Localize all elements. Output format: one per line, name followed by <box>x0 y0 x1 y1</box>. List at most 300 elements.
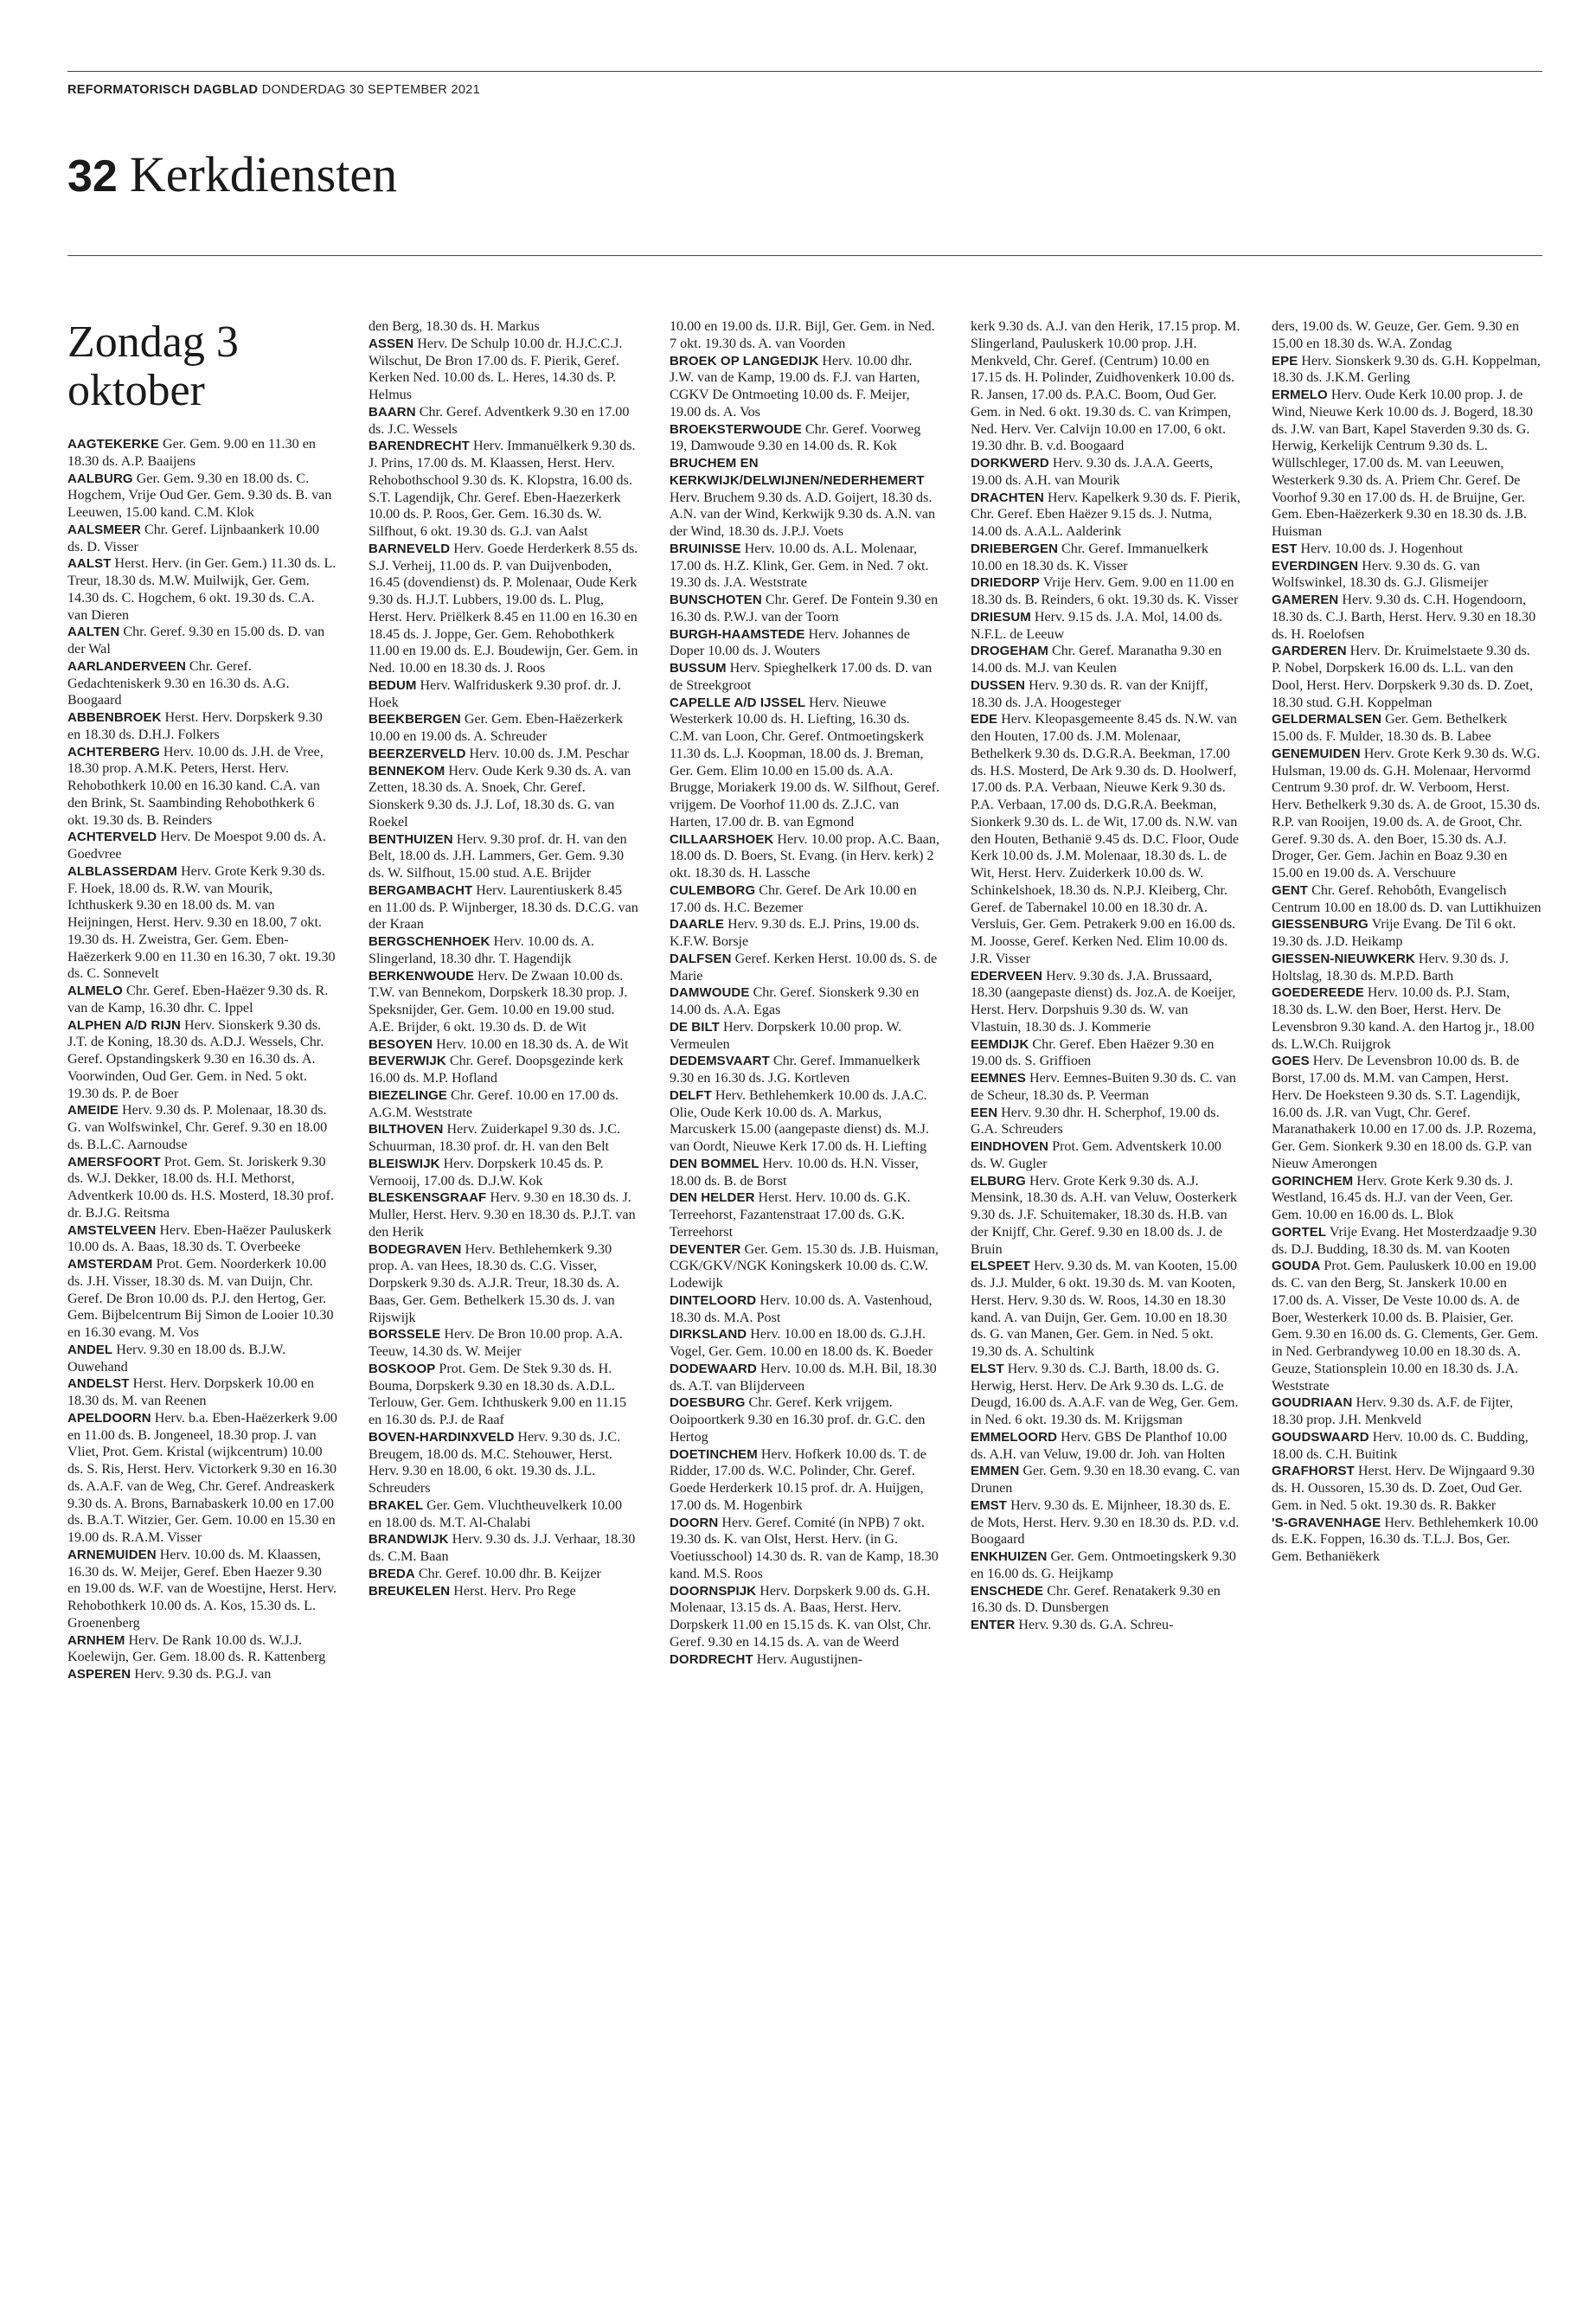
place-name: EEN <box>971 1105 998 1120</box>
service-entry <box>369 1189 638 1240</box>
place-name: CAPELLE A/D IJSSEL <box>670 695 806 710</box>
service-details: Herv. Bethlehemkerk 10.00 ds. E.K. Foppen, 16.30 ds. T.L.J. Bos, Ger. Gem. Bethaniëkerk <box>1272 1515 1539 1564</box>
place-name: AALST <box>67 556 112 572</box>
service-entry <box>971 1548 1240 1583</box>
place-name: BRUINISSE <box>670 541 741 556</box>
service-details: Herv. De Rank 10.00 ds. W.J.J. Koelewijn, Ger. Gem. 18.00 ds. R. Kattenberg <box>67 1632 326 1665</box>
place-name: DEVENTER <box>670 1241 741 1257</box>
service-entry <box>369 933 638 968</box>
service-details: Herv. 10.00 ds. P.J. Stam, 18.30 ds. L.W. den Boer, Herst. Herv. De Levensbron 9.30 kand. A. den Hartog jr., 18.00 ds. L.W.Ch. Ruijgrok <box>1272 985 1535 1052</box>
newspaper-name: REFORMATORISCH DAGBLAD <box>67 83 259 97</box>
place-name: ASPEREN <box>67 1667 131 1682</box>
service-details: Prot. Gem. St. Joriskerk 9.30 ds. W.J. Dekker, 18.00 ds. H.I. Methorst, Adventkerk 10.00 ds. H.S. Mosterd, 18.30 prof. dr. B.J.G. Reitsma <box>67 1154 334 1221</box>
place-name: GOUDRIAAN <box>1272 1395 1353 1411</box>
place-name: APELDOORN <box>67 1410 151 1426</box>
place-name: GIESSENBURG <box>1272 917 1368 933</box>
service-entry <box>369 1429 638 1497</box>
service-details: Herv. Oude Kerk 9.30 ds. A. van Zetten, 18.30 ds. A. Snoek, Chr. Geref. Sionskerk 9.30 ds. J.J. Lof, 18.30 ds. G. van Roekel <box>369 763 631 830</box>
place-name: BRANDWIJK <box>369 1532 449 1548</box>
service-details: kerk 9.30 ds. A.J. van den Herik, 17.15 prop. M. Slingerland, Pauluskerk 10.00 prop. J.H. Menkveld, Chr. Geref. (Centrum) 10.00 en 17.15 ds. H. Polinder, Zuidhovenkerk 10.00 ds. R. Jansen, 17.00 ds. P.A.C. Boom, Oud Ger. Gem. in Ned. 6 okt. 19.30 ds. C. van Krimpen, Ned. Herv. Ver. Calvijn 10.00 en 17.00, 6 okt. 19.30 dhr. B. v.d. Boogaard <box>971 319 1240 454</box>
newspaper-page <box>67 0 1542 2301</box>
service-details: Herv. 9.30 ds. R. van der Knijff, 18.30 ds. J.A. Hoogesteger <box>971 677 1208 710</box>
service-entry <box>67 1154 337 1222</box>
service-details: Herv. Oude Kerk 10.00 prop. J. de Wind, Nieuwe Kerk 10.00 ds. J. Bogerd, 18.30 ds. J.W. van Bart, Kapel Staverden 9.30 ds. G. Herwig, Kerkelijk Centrum 9.30 ds. L. Wüllschleger, 17.00 ds. M. van Leeuwen, Westerkerk 9.30 ds. A. Priem Chr. Geref. De Voorhof 9.30 en 17.00 ds. H. de Bruijne, Ger. Gem. Eben-Haëzerkerk 9.30 en 18.30 ds. J.B. Huisman <box>1272 388 1533 539</box>
service-entry <box>670 1326 939 1361</box>
service-details: Herv. De Zwaan 10.00 ds. T.W. van Bennekom, Dorpskerk 18.30 prop. J. Speksnijder, Ger. Gem. 10.00 en 19.00 stud. A.E. Brijder, 6 okt. 19.30 ds. D. de Wit <box>369 968 628 1035</box>
place-name: ACHTERVELD <box>67 830 157 845</box>
service-details: Ger. Gem. Bethelkerk 15.00 ds. F. Mulder, 18.30 ds. B. Labee <box>1272 712 1508 744</box>
service-details: Herv. 10.00 ds. M. Klaassen, 16.30 ds. W. Meijer, Geref. Eben Haezer 9.30 en 19.00 ds. W.F. van de Woestijne, Herst. Herv. Rehobothkerk 10.00 ds. A. Kos, 15.30 ds. L. Groenenberg <box>67 1547 337 1631</box>
place-name: GOUDSWAARD <box>1272 1429 1369 1445</box>
service-entry <box>971 1429 1240 1464</box>
service-details: Ger. Gem. 15.30 ds. J.B. Huisman, CGK/GKV/NGK Koningskerk 10.00 ds. C.W. Lodewijk <box>670 1241 939 1291</box>
place-name: EINDHOVEN <box>971 1139 1049 1154</box>
place-name: DUSSEN <box>971 677 1026 693</box>
service-entry <box>670 1446 939 1515</box>
service-entry <box>1272 1394 1542 1429</box>
service-entry <box>369 404 638 439</box>
service-entry <box>971 1105 1240 1139</box>
service-entry <box>67 1666 337 1683</box>
service-details: 10.00 en 19.00 ds. IJ.R. Bijl, Ger. Gem. in Ned. 7 okt. 19.30 ds. A. van Voorden <box>670 319 935 351</box>
place-name: BARENDRECHT <box>369 439 470 454</box>
service-details: Herv. 9.30 ds. J. Holtslag, 18.30 ds. M.P.D. Barth <box>1272 951 1509 984</box>
service-entry <box>369 1497 638 1532</box>
service-entry <box>67 624 337 658</box>
place-name: BRAKEL <box>369 1497 424 1513</box>
column-1 <box>67 318 337 2282</box>
service-entry <box>67 1375 337 1410</box>
service-details: Herv. 9.30 ds. J.J. Verhaar, 18.30 ds. C.M. Baan <box>369 1532 636 1564</box>
service-entry <box>369 1326 638 1361</box>
place-name: BOSKOOP <box>369 1361 436 1376</box>
service-entry <box>670 455 939 541</box>
service-details: Herv. 9.30 en 18.00 ds. B.J.W. Ouwehand <box>67 1342 286 1375</box>
service-entry <box>67 1410 337 1547</box>
service-details: Herv. Kapelkerk 9.30 ds. F. Pierik, Chr. Geref. Eben Haëzer 9.15 ds. J. Nutma, 14.00 ds. A.A.L. Aalderink <box>971 490 1240 539</box>
service-details: Herv. 9.30 ds. G. van Wolfswinkel, 18.30 ds. G.J. Glismeijer <box>1272 558 1489 591</box>
service-entry <box>369 1053 638 1087</box>
service-details: Herv. Eemnes-Buiten 9.30 ds. C. van de Scheur, 18.30 ds. P. Veerman <box>971 1071 1236 1103</box>
service-details: Chr. Geref. Immanuelkerk 10.00 en 18.30 ds. K. Visser <box>971 541 1208 574</box>
service-entry <box>971 541 1240 575</box>
service-details: Herv. Grote Kerk 9.30 ds. A.J. Mensink, 18.30 ds. A.H. van Veluw, Oosterkerk 9.30 ds. J.F. Schuitemaker, 18.30 ds. H.B. van der Knijff, Chr. Geref. 9.30 en 18.00 ds. J. de Bruin <box>971 1173 1237 1257</box>
service-entry <box>369 1121 638 1156</box>
place-name: DE BILT <box>670 1019 720 1035</box>
service-details: Herv. 9.30 ds. E.J. Prins, 19.00 ds. K.F.W. Borsje <box>670 917 920 949</box>
service-entry <box>670 660 939 695</box>
service-details: Herv. Walfriduskerk 9.30 prof. dr. J. Hoek <box>369 677 621 710</box>
service-details: Herv. Johannes de Doper 10.00 ds. J. Wouters <box>670 626 910 659</box>
service-entry <box>67 1342 337 1376</box>
service-details: Herv. 9.30 ds. P. Molenaar, 18.30 ds. G. van Wolfswinkel, Chr. Geref. 9.30 en 18.00 ds. B.L.C. Aarnoudse <box>67 1103 328 1152</box>
service-details: Herv. 10.00 dhr. J.W. van de Kamp, 19.00 ds. F.J. van Harten, CGKV De Ontmoeting 10.00 ds. F. Meijer, 19.00 ds. A. Vos <box>670 353 920 420</box>
service-entry <box>971 1361 1240 1429</box>
service-details: Chr. Geref. Kerk vrijgem. Ooipoortkerk 9.30 en 16.30 prof. dr. G.C. den Hertog <box>670 1395 926 1445</box>
service-entry <box>369 1583 638 1600</box>
service-details: Chr. Geref. Maranatha 9.30 en 14.00 ds. M.J. van Keulen <box>971 644 1222 676</box>
service-details: Ger. Gem. Eben-Haëzerkerk 10.00 en 19.00 ds. A. Schreuder <box>369 712 624 744</box>
service-details: Herv. Bethlehemkerk 9.30 prop. A. van Hees, 18.30 ds. C.G. Visser, Dorpskerk 9.30 ds. A.J.R. Treur, 18.30 ds. A. Baas, Ger. Gem. Bethelkerk 15.30 ds. J. van Rijswijk <box>369 1241 619 1325</box>
place-name: ENKHUIZEN <box>971 1549 1048 1564</box>
service-details: Herv. 9.30 en 18.30 ds. J. Muller, Herst. Herv. 9.30 en 18.30 ds. P.J.T. van den Herik <box>369 1190 636 1240</box>
place-name: ELST <box>971 1361 1004 1376</box>
place-name: DOORN <box>670 1515 719 1530</box>
place-name: BROEK OP LANGEDIJK <box>670 353 819 369</box>
masthead <box>67 83 480 97</box>
service-entry <box>1272 1053 1542 1172</box>
service-entry <box>369 438 638 541</box>
service-details: Herst. Herv. Pro Rege <box>453 1583 576 1599</box>
place-name: ENSCHEDE <box>971 1583 1044 1599</box>
service-entry <box>971 1583 1240 1618</box>
service-entry <box>67 1632 337 1667</box>
service-entry <box>670 1361 939 1395</box>
service-details: Prot. Gem. De Stek 9.30 ds. H. Bouma, Dorpskerk 9.30 en 18.30 ds. A.D.L. Terlouw, Ger. Gem. Ichthuskerk 9.00 en 11.15 en 16.30 ds. P.J. de Raaf <box>369 1361 627 1427</box>
service-entry <box>971 574 1240 609</box>
place-name: BERKENWOUDE <box>369 968 474 984</box>
place-name: BOVEN-HARDINXVELD <box>369 1429 515 1445</box>
place-name: BIEZELINGE <box>369 1087 448 1103</box>
service-details: Vrije Evang. Het Mosterdzaadje 9.30 ds. D.J. Budding, 18.30 ds. M. van Kooten <box>1272 1224 1537 1257</box>
place-name: EST <box>1272 541 1298 556</box>
place-name: BRUCHEM EN KERKWIJK/DELWIJNEN/NEDERHEMERT <box>670 456 925 488</box>
day-title: Zondag 3 oktober <box>67 318 239 415</box>
service-details: Herv. 9.30 ds. C.J. Barth, 18.00 ds. G. Herwig, Herst. Herv. De Ark 9.30 ds. L.G. de Deugd, 16.00 ds. A.A.F. van de Weg, Ger. Gem. in Ned. 6 okt. 19.30 ds. M. Krijgsman <box>971 1361 1239 1427</box>
service-entry <box>670 1019 939 1054</box>
service-entry <box>369 1566 638 1583</box>
service-entry <box>1272 916 1542 951</box>
place-name: DINTELOORD <box>670 1292 757 1308</box>
service-entry <box>670 831 939 882</box>
place-name: AALTEN <box>67 625 120 640</box>
service-entry <box>1272 643 1542 711</box>
place-name: DRACHTEN <box>971 490 1044 505</box>
service-entry <box>1272 592 1542 643</box>
service-entry <box>971 677 1240 712</box>
service-entry <box>971 968 1240 1036</box>
place-name: ELBURG <box>971 1173 1026 1189</box>
service-entry <box>67 1222 337 1257</box>
service-entry <box>1272 1173 1542 1224</box>
service-entry <box>670 318 939 353</box>
service-entry <box>670 1087 939 1156</box>
place-name: EVERDINGEN <box>1272 558 1359 574</box>
place-name: GOEDEREEDE <box>1272 985 1364 1001</box>
service-entry <box>1272 387 1542 541</box>
column-4 <box>971 318 1240 2282</box>
place-name: DORKWERD <box>971 456 1049 471</box>
place-name: ERMELO <box>1272 388 1328 402</box>
service-entry <box>670 1156 939 1190</box>
service-entry <box>67 863 337 983</box>
place-name: BREUKELEN <box>369 1583 451 1599</box>
place-name: DAARLE <box>670 917 725 933</box>
service-details: Herv. 9.30 ds. P.G.J. van <box>134 1667 272 1682</box>
service-entry <box>1272 1515 1542 1566</box>
service-details: Herv. Augustijnen- <box>756 1651 863 1667</box>
service-entry <box>67 658 337 709</box>
service-entry <box>67 1017 337 1103</box>
place-name: ELSPEET <box>971 1259 1031 1274</box>
service-details: Herv. Goede Herderkerk 8.55 ds. S.J. Verheij, 11.00 ds. P. van Duijvenboden, 16.45 (dovendienst) ds. P. Molenaar, Oude Kerk 9.30 ds. H.J.T. Lubbers, 19.00 ds. L. Plug, Herst. Herv. Priëlkerk 8.45 en 11.00 en 16.30 en 18.45 ds. J. Joppe, Ger. Gem. Rehobothkerk 11.00 en 19.00 ds. E.J. Boudewijn, Ger. Gem. in Ned. 10.00 en 18.30 ds. J. Roos <box>369 541 638 676</box>
service-details: Herv. De Levensbron 10.00 ds. B. de Borst, 17.00 ds. M.M. van Campen, Herst. Herv. De Hoeksteen 9.30 ds. S.T. Lagendijk, 16.00 ds. J.R. van Vugt, Chr. Geref. Maranathakerk 10.00 en 17.00 ds. J.P. Rozema, Ger. Gem. Sionkerk 9.30 en 18.00 ds. G.P. van Nieuw Amerongen <box>1272 1054 1536 1171</box>
service-details: Herv. 10.00 ds. A. Vastenhoud, 18.30 ds. M.A. Post <box>670 1292 933 1325</box>
service-entry <box>67 1547 337 1632</box>
service-details: Herv. Sionskerk 9.30 ds. J.T. de Koning, 18.30 ds. A.D.J. Wessels, Chr. Geref. Opstandingskerk 9.30 en 16.30 ds. A. Voorwinden, Oud Ger. Gem. in Ned. 5 okt. 19.30 ds. P. de Boer <box>67 1017 324 1101</box>
service-details: Herv. 10.00 ds. M.H. Bil, 18.30 ds. A.T. van Blijderveen <box>670 1361 937 1394</box>
column-2 <box>369 318 638 2282</box>
place-name: ALMELO <box>67 984 123 998</box>
section-title: Kerkdiensten <box>129 146 398 202</box>
service-entry <box>670 626 939 661</box>
service-details: Chr. Geref. 9.30 en 15.00 ds. D. van der Wal <box>67 625 325 657</box>
service-entry <box>1272 1429 1542 1464</box>
service-entry <box>369 831 638 882</box>
service-details: den Berg, 18.30 ds. H. Markus <box>369 319 540 334</box>
place-name: BEVERWIJK <box>369 1054 446 1069</box>
place-name: BARNEVELD <box>369 541 451 556</box>
service-details: Herv. 9.30 ds. J.C. Breugem, 18.00 ds. M.C. Stehouwer, Herst. Herv. 9.30 en 18.00, 6 okt. 19.30 ds. J.L. Schreuders <box>369 1429 621 1496</box>
service-entry <box>670 1053 939 1087</box>
service-entry <box>670 951 939 985</box>
place-name: DRIESUM <box>971 609 1031 625</box>
service-entry <box>670 916 939 951</box>
service-details: Chr. Geref. Gedachteniskerk 9.30 en 16.30 ds. A.G. Boogaard <box>67 658 290 708</box>
service-entry <box>1272 882 1542 917</box>
place-name: ARNHEM <box>67 1632 125 1648</box>
service-details: Prot. Gem. Pauluskerk 10.00 en 19.00 ds. C. van den Berg, St. Janskerk 10.00 en 17.00 ds. A. Visser, De Veste 10.00 ds. A. de Boer, Westerkerk 10.00 ds. B. Plaisier, Ger. Gem. 9.30 en 16.00 ds. G. Clements, Ger. Gem. in Ned. Gerbrandyweg 10.00 en 18.30 ds. A. Geuze, Stationsplein 10.00 en 18.30 ds. J.A. Weststrate <box>1272 1259 1539 1394</box>
place-name: ABBENBROEK <box>67 710 162 725</box>
service-details: Ger. Gem. 9.00 en 11.30 en 18.30 ds. A.P. Baaijens <box>67 437 316 469</box>
service-details: Herv. 9.15 ds. J.A. Mol, 14.00 ds. N.F.L. de Leeuw <box>971 609 1223 642</box>
service-entry <box>670 1394 939 1445</box>
service-entry <box>369 1087 638 1122</box>
service-entry <box>670 541 939 592</box>
place-name: AMEIDE <box>67 1103 119 1118</box>
place-name: AALSMEER <box>67 522 141 537</box>
place-name: GELDERMALSEN <box>1272 712 1382 727</box>
service-details: Herv. 9.30 ds. E. Mijnheer, 18.30 ds. E. de Mots, Herst. Herv. 9.30 en 18.30 ds. P.D. v.d. Boogaard <box>971 1497 1240 1548</box>
place-name: BEDUM <box>369 677 417 693</box>
service-details: Herv. 9.30 ds. A.F. de Fijter, 18.30 prop. J.H. Menkveld <box>1272 1395 1514 1427</box>
place-name: BILTHOVEN <box>369 1122 444 1138</box>
place-name: DOESBURG <box>670 1395 746 1411</box>
service-details: Chr. Geref. 10.00 en 17.00 ds. A.G.M. Weststrate <box>369 1087 619 1120</box>
place-name: EPE <box>1272 353 1298 369</box>
service-details: Herv. Kleopasgemeente 8.45 ds. N.W. van den Houten, 17.00 ds. J.M. Molenaar, Bethelkerk 9.30 ds. D.G.R.A. Beekman, 17.00 ds. H.S. Mosterd, De Ark 9.30 ds. D. Hoolwerf, 17.00 ds. P.A. Verbaan, Nieuwe Kerk 9.30 ds. P.A. Verbaan, 17.00 ds. D.G.R.A. Beekman, Sionkerk 9.30 ds. L. de Wit, 17.00 ds. N.W. van den Houten, Bethanië 9.45 ds. D.C. Floor, Oude Kerk 10.00 ds. J.M. Molenaar, 18.30 ds. L. de Wit, Herst. Herv. Zuiderkerk 10.00 ds. W. Schinkelshoek, 18.30 ds. N.P.J. Kleiberg, Chr. Geref. de Tabernakel 10.00 en 18.30 dr. A. Versluis, Ger. Gem. Petrakerk 9.00 en 16.00 ds. M. Joosse, Geref. Kerken Ned. Elim 10.00 ds. J.R. Visser <box>971 712 1240 966</box>
service-entry <box>971 1070 1240 1105</box>
service-details: Herv. Spieghelkerk 17.00 ds. D. van de Streekgroot <box>670 661 933 693</box>
service-entry <box>369 318 638 336</box>
service-details: Herv. Geref. Comité (in NPB) 7 okt. 19.30 ds. K. van Olst, Herst. Herv. (in G. Voetiusschool) 14.30 ds. R. van de Kamp, 18.30 kand. M.S. Roos <box>670 1515 939 1581</box>
service-details: Herv. Bethlehemkerk 10.00 ds. J.A.C. Olie, Oude Kerk 10.00 ds. A. Markus, Marcuskerk 15.00 (aangepaste dienst) ds. M.J. van Oordt, Nieuwe Kerk 17.00 ds. H. Liefting <box>670 1087 929 1154</box>
service-details: Herv. 9.30 dhr. H. Scherphof, 19.00 ds. G.A. Schreuders <box>971 1105 1220 1138</box>
place-name: BEERZERVELD <box>369 746 466 761</box>
service-entry <box>971 643 1240 677</box>
service-details: Chr. Geref. Lijnbaankerk 10.00 ds. D. Visser <box>67 522 320 554</box>
service-entry <box>971 1617 1240 1634</box>
column-5 <box>1272 318 1542 2282</box>
service-details: Herv. 9.30 ds. C.H. Hogendoorn, 18.30 ds. C.J. Barth, Herst. Herv. 9.30 en 18.30 ds. H. Roelofsen <box>1272 593 1536 642</box>
place-name: DEN HELDER <box>670 1190 755 1206</box>
service-details: Chr. Geref. Doopsgezinde kerk 16.00 ds. M.P. Hofland <box>369 1054 624 1086</box>
service-details: Herv. De Bron 10.00 prop. A.A. Teeuw, 14.30 ds. W. Meijer <box>369 1327 623 1359</box>
service-entry <box>971 1463 1240 1497</box>
place-name: BEEKBERGEN <box>369 712 461 727</box>
service-entry <box>67 744 337 830</box>
service-entry <box>971 1036 1240 1071</box>
place-name: DELFT <box>670 1087 712 1103</box>
service-details: Chr. Geref. De Fontein 9.30 en 16.30 ds. P.W.J. van der Toorn <box>670 593 939 625</box>
service-details: ders, 19.00 ds. W. Geuze, Ger. Gem. 9.30 en 15.00 en 18.30 ds. W.A. Zondag <box>1272 319 1520 351</box>
service-entry <box>1272 984 1542 1053</box>
service-details: Herv. 10.00 ds. C. Budding, 18.00 ds. C.H. Buitink <box>1272 1429 1529 1462</box>
place-name: DODEWAARD <box>670 1361 757 1376</box>
section-rule <box>67 255 1542 256</box>
place-name: DRIEDORP <box>971 575 1040 591</box>
issue-date: DONDERDAG 30 SEPTEMBER 2021 <box>261 83 480 97</box>
service-details: Herv. 10.00 ds. J. Hogenhout <box>1300 541 1464 556</box>
service-details: Herv. 10.00 ds. J.H. de Vree, 18.30 prop. A.M.K. Peters, Herst. Herv. Rehobothkerk 10.00 en 16.30 kand. C.A. van den Brink, St. Saambinding Rehobothkerk 6 okt. 19.30 ds. B. Reinders <box>67 744 324 828</box>
place-name: BODEGRAVEN <box>369 1241 462 1257</box>
place-name: EEMDIJK <box>971 1036 1029 1052</box>
service-entry <box>1272 541 1542 558</box>
service-details: Ger. Gem. 9.30 en 18.00 ds. C. Hogchem, Vrije Oud Ger. Gem. 9.30 ds. B. van Leeuwen, 15.00 kand. C.M. Klok <box>67 471 332 520</box>
service-details: Chr. Geref. Renatakerk 9.30 en 16.30 ds. D. Dunsbergen <box>971 1583 1221 1616</box>
place-name: GENEMUIDEN <box>1272 746 1361 761</box>
place-name: ALPHEN A/D RIJN <box>67 1017 181 1033</box>
service-details: Chr. Geref. Eben Haëzer 9.30 en 19.00 ds. S. Griffioen <box>971 1036 1215 1069</box>
service-details: Chr. Geref. Sionskerk 9.30 en 14.00 ds. A.A. Egas <box>670 985 920 1017</box>
service-entry <box>369 677 638 712</box>
section-header <box>67 146 398 202</box>
place-name: GENT <box>1272 882 1309 898</box>
service-entry <box>1272 318 1542 353</box>
service-entry <box>67 436 337 471</box>
service-entry <box>369 746 638 763</box>
place-name: AALBURG <box>67 471 133 486</box>
place-name: BESOYEN <box>369 1036 433 1052</box>
service-details: Ger. Gem. Vluchtheuvelkerk 10.00 en 18.00 ds. M.T. Al-Chalabi <box>369 1497 622 1530</box>
service-details: Chr. Geref. 10.00 dhr. B. Keijzer <box>418 1566 601 1581</box>
page-number: 32 <box>67 151 118 202</box>
service-entry <box>971 609 1240 644</box>
service-entry <box>670 1515 939 1583</box>
masthead-rule <box>67 71 1542 72</box>
service-entry <box>67 555 337 624</box>
service-entry <box>670 1583 939 1651</box>
service-details: Chr. Geref. Eben-Haëzer 9.30 ds. R. van de Kamp, 16.30 dhr. C. Ippel <box>67 984 329 1016</box>
place-name: AMERSFOORT <box>67 1154 161 1170</box>
service-entry <box>1272 746 1542 882</box>
place-name: BORSSELE <box>369 1327 441 1343</box>
service-details: Herv. De Schulp 10.00 dr. H.J.C.C.J. Wilschut, De Bron 17.00 ds. F. Pierik, Geref. Kerken Ned. 10.00 ds. L. Heres, 14.30 ds. P. Helmus <box>369 336 623 402</box>
service-entry <box>369 763 638 831</box>
service-entry <box>67 1102 337 1153</box>
place-name: EEMNES <box>971 1071 1026 1086</box>
place-name: ACHTERBERG <box>67 744 160 760</box>
place-name: AAGTEKERKE <box>67 437 160 452</box>
place-name: ANDELST <box>67 1376 130 1392</box>
service-details: Herv. 9.30 ds. M. van Kooten, 15.00 ds. J.J. Mulder, 6 okt. 19.30 ds. M. van Kooten, Herst. Herv. 9.30 ds. W. Roos, 14.30 en 18.30 kand. A. van Duijn, Ger. Gem. 10.00 en 18.30 ds. G. van Manen, Ger. Gem. in Ned. 5 okt. 19.30 ds. A. Schultink <box>971 1259 1238 1359</box>
service-details: Herv. De Moespot 9.00 ds. A. Goedvree <box>67 830 326 862</box>
service-entry <box>670 1189 939 1240</box>
place-name: DROGEHAM <box>971 644 1048 659</box>
service-details: Vrije Herv. Gem. 9.00 en 11.00 en 18.30 ds. B. Reinders, 6 okt. 19.30 ds. K. Visser <box>971 575 1239 607</box>
service-entry <box>1272 353 1542 388</box>
place-name: EMMELOORD <box>971 1429 1058 1445</box>
service-entry <box>1272 1258 1542 1394</box>
place-name: GRAFHORST <box>1272 1464 1355 1479</box>
service-entry <box>1272 711 1542 746</box>
place-name: BURGH-HAAMSTEDE <box>670 626 805 642</box>
service-entry <box>67 522 337 556</box>
service-details: Chr. Geref. Rehobôth, Evangelisch Centrum 10.00 en 18.00 ds. D. van Luttikhuizen <box>1272 882 1542 915</box>
service-details: Herv. 10.00 ds. A.L. Molenaar, 17.00 ds. H.Z. Klink, Ger. Gem. in Ned. 7 okt. 19.30 ds. J.A. Weststrate <box>670 541 929 591</box>
service-entry <box>670 353 939 421</box>
place-name: GORTEL <box>1272 1224 1327 1240</box>
service-entry <box>369 1241 638 1327</box>
service-details: Herv. Hofkerk 10.00 ds. T. de Ridder, 17.00 ds. W.C. Polinder, Chr. Geref. Goede Herderkerk 10.15 prof. dr. A. Huijgen, 17.00 ds. M. Hogenbirk <box>670 1446 926 1513</box>
place-name: DORDRECHT <box>670 1651 753 1667</box>
service-entry <box>971 711 1240 967</box>
service-details: Herv. 9.30 ds. J.A. Brussaard, 18.30 (aangepaste dienst) ds. Joz.A. de Koeijer, Herst. Herv. Dorpshuis 9.30 ds. W. van Vlastuin, 18.30 ds. J. Kommerie <box>971 968 1236 1035</box>
service-entry <box>670 984 939 1019</box>
service-entry <box>369 968 638 1036</box>
service-entry <box>67 829 337 863</box>
service-entry <box>670 421 939 456</box>
service-details: Herv. 10.00 ds. H.N. Visser, 18.00 ds. B. de Borst <box>670 1156 919 1189</box>
place-name: BLESKENSGRAAF <box>369 1190 487 1206</box>
place-name: DEDEMSVAART <box>670 1054 770 1069</box>
place-name: ARNEMUIDEN <box>67 1547 157 1562</box>
place-name: GOES <box>1272 1054 1310 1069</box>
place-name: BAARN <box>369 404 416 420</box>
service-entry <box>670 1651 939 1669</box>
service-details: Herv. 10.00 ds. J.M. Peschar <box>469 746 630 761</box>
service-details: Chr. Geref. Immanuelkerk 9.30 en 16.30 ds. J.G. Kortleven <box>670 1054 920 1086</box>
service-details: Chr. Geref. Adventkerk 9.30 en 17.00 ds. J.C. Wessels <box>369 404 630 437</box>
service-details: Vrije Evang. De Til 6 okt. 19.30 ds. J.D. Heikamp <box>1272 917 1516 949</box>
service-entry <box>369 1156 638 1190</box>
service-details: Prot. Gem. Noorderkerk 10.00 ds. J.H. Visser, 18.30 ds. M. van Duijn, Chr. Geref. De Bron 10.00 ds. P.J. den Hertog, Ger. Gem. Bijbelcentrum Bij Simon de Looier 10.30 en 16.30 evang. M. Vos <box>67 1257 334 1340</box>
place-name: BUNSCHOTEN <box>670 593 762 607</box>
service-entry <box>971 1138 1240 1173</box>
service-details: Herv. Dorpskerk 10.45 ds. P. Vernooij, 17.00 ds. D.J.W. Kok <box>369 1156 604 1189</box>
place-name: BERGSCHENHOEK <box>369 934 490 949</box>
service-entry <box>670 882 939 917</box>
service-details: Herv. 10.00 en 18.30 ds. A. de Wit <box>436 1036 629 1052</box>
service-entry <box>670 695 939 831</box>
service-entry <box>67 983 337 1017</box>
service-details: Herv. 10.00 ds. A. Slingerland, 18.30 dhr. T. Hagendijk <box>369 934 595 966</box>
place-name: EDE <box>971 712 998 727</box>
service-entry <box>670 592 939 626</box>
place-name: BENTHUIZEN <box>369 831 453 847</box>
service-entry <box>971 490 1240 541</box>
service-details: Herv. Grote Kerk 9.30 ds. W.G. Hulsman, 19.00 ds. G.H. Molenaar, Hervormd Centrum 9.30 prof. dr. W. Verboom, Herst. Herv. Bethelkerk 9.30 ds. A. de Groot, 15.30 ds. R.P. van Rooijen, 19.00 ds. A. de Groot, Chr. Geref. 9.30 ds. A. den Boer, 15.30 ds. A.J. Droger, Ger. Gem. Jachin en Boaz 9.30 en 15.00 en 19.00 ds. A. Verschuure <box>1272 746 1541 881</box>
place-name: DOORNSPIJK <box>670 1583 757 1599</box>
service-entry <box>971 1497 1240 1548</box>
service-details: Herst. Herv. Dorpskerk 10.00 en 18.30 ds. M. van Reenen <box>67 1376 315 1408</box>
service-entry <box>670 1241 939 1292</box>
place-name: ALBLASSERDAM <box>67 863 178 879</box>
listing-columns <box>67 318 1542 2282</box>
service-entry <box>1272 1463 1542 1514</box>
service-entry <box>971 318 1240 455</box>
service-details: Herv. Sionskerk 9.30 ds. G.H. Koppelman, 18.30 ds. J.K.M. Gerling <box>1272 353 1541 386</box>
